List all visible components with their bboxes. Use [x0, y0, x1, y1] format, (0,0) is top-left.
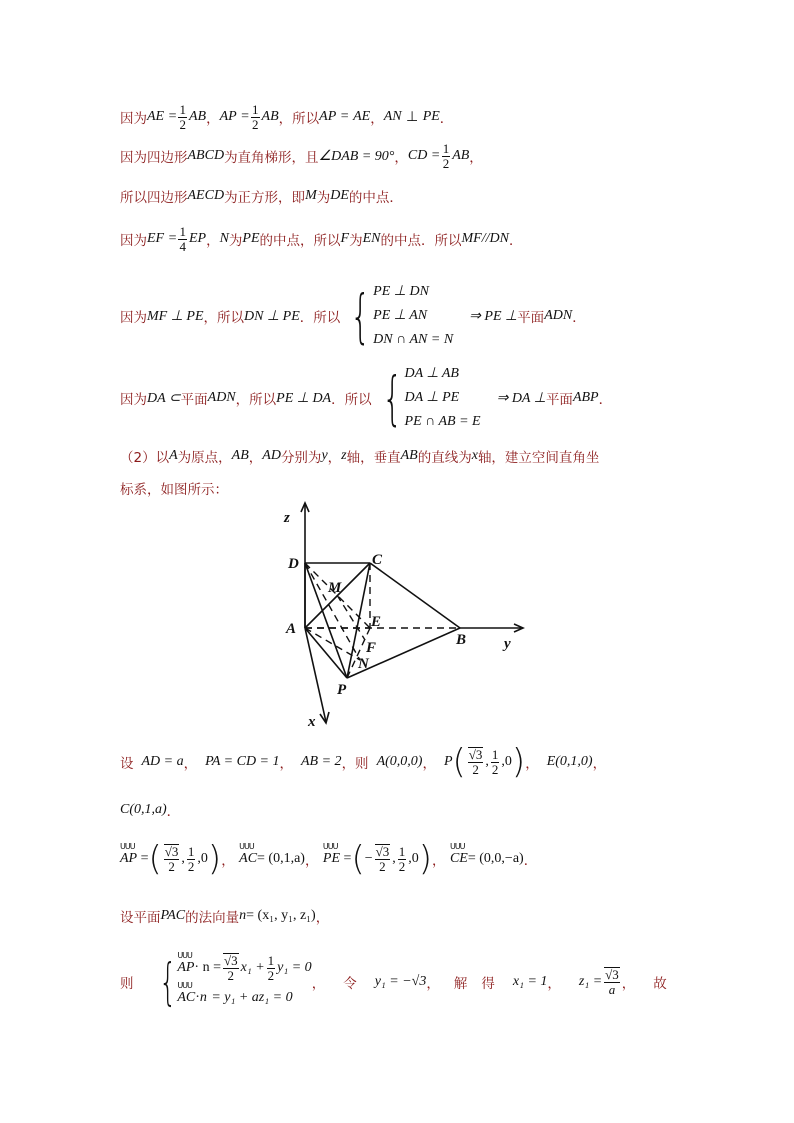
edge-CB	[370, 563, 460, 628]
edge-AN-dashed	[305, 628, 360, 660]
label-y: y	[504, 636, 511, 652]
line-2: 因为四边形 ABCD 为直角梯形，且 ∠DAB = 90° ， CD = $\frac{1}{2}$ AB ，	[120, 141, 483, 171]
x-axis	[305, 628, 326, 722]
line-1: 因为 AE = $\frac{1}{2}$ AB ， AP = $\frac{1}{2}$ AB ，所以 AP = AE ， AN ⊥ PE ．	[120, 102, 454, 132]
line-13: 则 { UUU AP · n = $\frac{√3}{2}$ x₁ + $\frac{1}{2}$ y₁ = 0 UUU AC · n = y₁ + az₁ = 0 ， 令 y₁ = −√3 ， 解 得 x₁ = 1 ， z₁ = $\frac{√3}{a}$ ， 故	[120, 951, 667, 1011]
vector-AC: UUU AC	[239, 842, 258, 866]
line-7: （2）以 A 为原点， AB ， AD 分别为 y ， z 轴，垂直 AB 的直线为 x 轴，建立空间直角坐	[120, 448, 600, 466]
edge-MF-dashed	[337, 595, 365, 640]
line-11: UUU AP = ( $\frac{√3}{2}$ , $\frac{1}{2}$ , 0 ) ， UUU AC = (0,1,a) ， UUU PE = ( − $\frac{√3}{2}$ , $\frac{1}{2}$ , 0 ) ， UUU CE = (0,0,−a) ．	[120, 839, 538, 879]
label-M: M	[328, 580, 342, 596]
label-C: C	[372, 552, 383, 568]
geometry-figure	[270, 500, 530, 730]
label-A: A	[286, 621, 297, 637]
label-x: x	[308, 714, 316, 730]
label-P: P	[337, 682, 347, 698]
label-N: N	[358, 656, 369, 672]
edge-DN-dashed	[305, 563, 360, 660]
line-5: 因为 MF ⊥ PE ，所以 DN ⊥ PE ．所以 { PE ⊥ DN PE ⊥ AN DN ∩ AN = N ⇒ PE ⊥ 平面 ADN ．	[120, 282, 586, 350]
vector-CE: UUU CE	[449, 842, 468, 866]
line-6: 因为 DA ⊂ 平面 ADN ，所以 PE ⊥ DA ．所以 { DA ⊥ AB DA ⊥ PE PE ∩ AB = E ⇒ DA ⊥ 平面 ABP ．	[120, 364, 613, 432]
vector-AP: UUU AP	[120, 842, 138, 866]
label-E: E	[371, 614, 382, 630]
label-z: z	[284, 510, 290, 526]
equation-system: { DA ⊥ AB DA ⊥ PE PE ∩ AB = E	[381, 364, 481, 432]
fraction: $\frac{1}{2}$	[442, 141, 450, 171]
label-D: D	[288, 556, 299, 572]
label-B: B	[456, 632, 467, 648]
line-10: C(0,1,a) ．	[120, 802, 181, 820]
equation-system: { UUU AP · n = $\frac{√3}{2}$ x₁ + $\frac{1}{2}$ y₁ = 0 UUU AC · n = y₁ + az₁ = 0	[158, 951, 312, 1011]
line-8: 标系，如图所示：	[120, 482, 228, 498]
fraction: $\frac{1}{4}$	[179, 224, 186, 254]
label-F: F	[366, 640, 377, 656]
line-12: 设平面 PAC 的法向量 n = (x₁, y₁, z₁) ，	[120, 908, 330, 926]
fraction: $\frac{1}{2}$	[252, 102, 259, 132]
equation-system: { PE ⊥ DN PE ⊥ AN DN ∩ AN = N	[350, 282, 454, 350]
line-3: 所以四边形 AECD 为正方形，即 M 为 DE 的中点．	[120, 188, 403, 206]
line-4: 因为 EF = $\frac{1}{4}$ EP ， N 为 PE 的中点，所以 F 为 EN 的中点．所以 MF//DN ．	[120, 224, 523, 254]
vector-PE: UUU PE	[322, 842, 341, 866]
fraction: $\frac{1}{2}$	[179, 102, 186, 132]
line-9: 设 AD = a ， PA = CD = 1 ， AB = 2 ，则 A(0,0,0) ， P ( $\frac{√3}{2}$ , $\frac{1}{2}$ , 0 ) ， E(0,1,0) ，	[120, 742, 607, 782]
